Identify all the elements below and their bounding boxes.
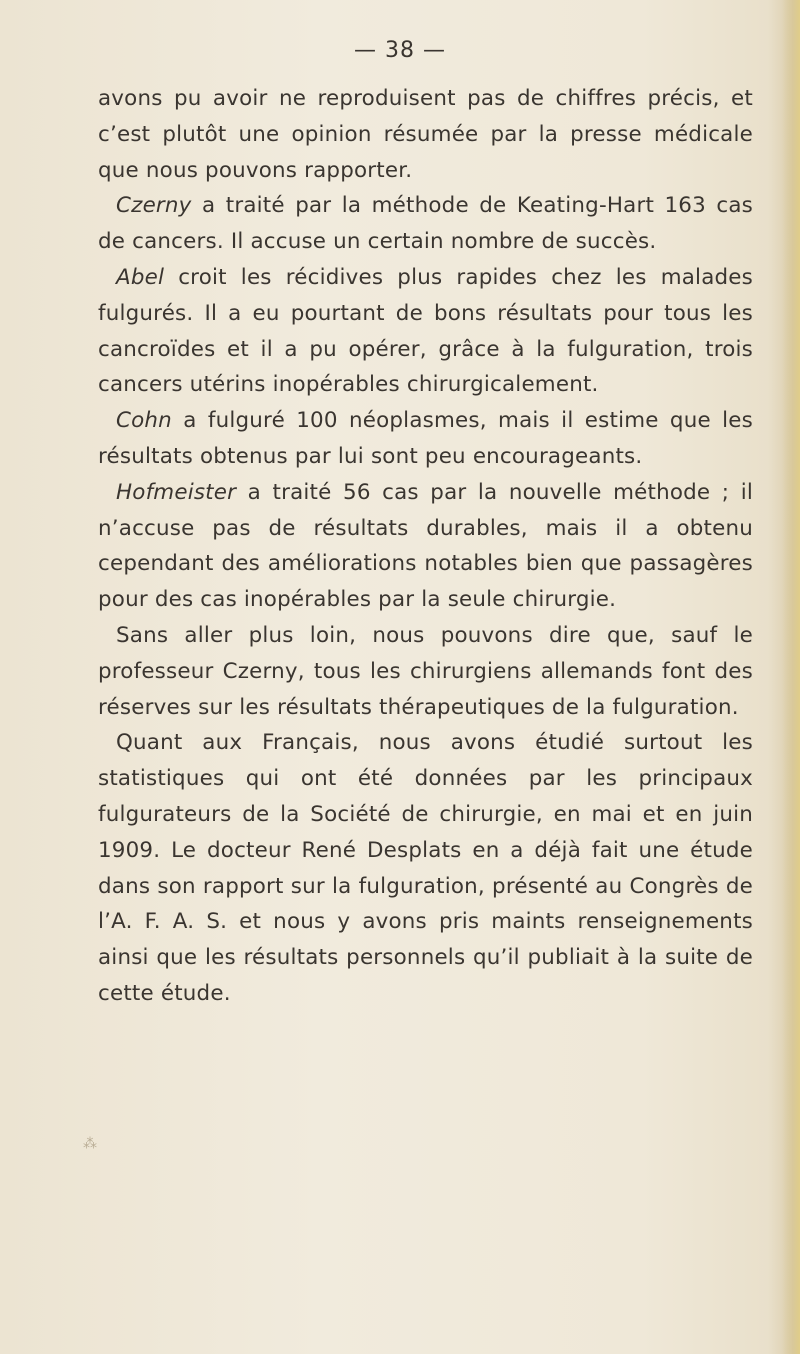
paragraph-abel <box>98 260 753 403</box>
paragraph-text: croit les récidives plus rapides chez les malades fulgurés. Il a eu pourtant de bons résultats pour tous les cancroïdes et il a pu opérer, grâce à la fulguration, trois cancers utérins inopérables chirurgicalement. <box>98 264 753 398</box>
paragraph-text: a traité par la méthode de Keating-Hart 163 cas de cancers. Il accuse un certain nombre de succès. <box>98 193 753 255</box>
page-number: — 38 — <box>354 38 446 63</box>
ink-smudge-mark: ⁂ <box>83 1136 97 1152</box>
paragraph-conclusion-allemands <box>98 618 753 725</box>
paragraph-text: avons pu avoir ne reproduisent pas de chiffres précis, et c’est plutôt une opinion résumée par la presse médicale que nous pouvons rapporter. <box>98 86 753 183</box>
paragraph-text: Quant aux Français, nous avons étudié surtout les statistiques qui ont été données par les principaux fulgurateurs de la Société de chirurgie, en mai et en juin 1909. Le docteur René Desplats en a déjà fait une étude dans son rapport sur la fulguration, présenté au Congrès de l’A. F. A. S. et nous y avons pris maints renseignements ainsi que les résultats personnels qu’il publiait à la suite de cette étude. <box>98 730 753 1006</box>
paragraph-intro <box>98 81 753 188</box>
author-name: Czerny <box>116 193 192 219</box>
paragraph-text: Sans aller plus loin, nous pouvons dire que, sauf le professeur Czerny, tous les chirurgiens allemands font des réserves sur les résultats thérapeutiques de la fulguration. <box>98 622 753 720</box>
paragraph-cohn <box>98 403 753 475</box>
author-name: Abel <box>116 264 165 290</box>
paragraph-text: a fulguré 100 néoplasmes, mais il estime que les résultats obtenus par lui sont peu encourageants. <box>98 408 753 469</box>
author-name: Hofmeister <box>116 479 237 505</box>
paragraph-text: a traité 56 cas par la nouvelle méthode ; il n’accuse pas de résultats durables, mais il a obtenu cependant des améliorations notables bien que passagères pour des cas inopérables par la seule chirurgie. <box>98 479 753 613</box>
page-edge-shadow <box>782 0 800 1354</box>
paragraph-hofmeister <box>98 475 753 618</box>
paragraph-francais <box>98 725 753 1011</box>
paragraph-czerny <box>98 188 753 260</box>
author-name: Cohn <box>116 408 172 434</box>
body-text <box>98 81 753 1012</box>
